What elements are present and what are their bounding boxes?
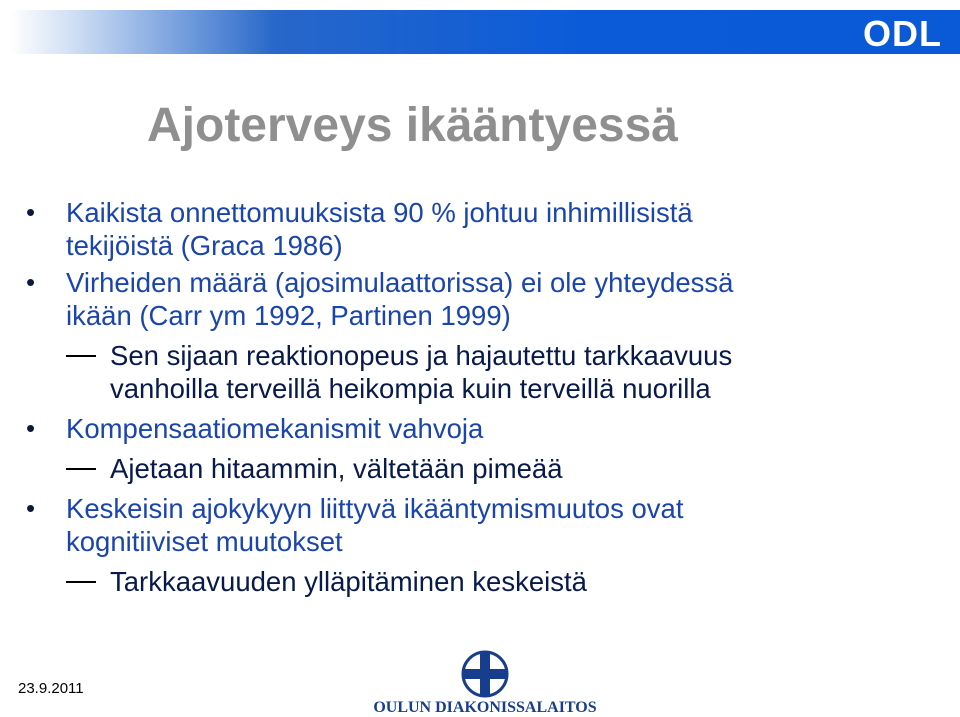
sub-bullet-1-line-2: vanhoilla terveillä heikompia kuin terveillä nuorilla <box>110 373 711 404</box>
cross-emblem-icon <box>463 652 507 696</box>
bullet-dot-icon: • <box>26 267 36 297</box>
bullet-1-line-1: • Kaikista onnettomuuksista 90 % johtuu inhimillisistä <box>26 197 693 228</box>
sub-bullet-1-line-1: Sen sijaan reaktionopeus ja hajautettu tarkkaavuus <box>110 339 732 372</box>
dash-marker-icon <box>66 468 96 470</box>
org-name: OULUN DIAKONISSALAITOS <box>373 699 597 716</box>
oulun-diakonissalaitos-logo <box>353 650 618 717</box>
bullet-dot-icon: • <box>26 197 36 227</box>
sub-bullet-3-line-1: Tarkkaavuuden ylläpitäminen keskeistä <box>110 565 587 598</box>
dash-marker-icon <box>66 581 96 583</box>
slide-date: 23.9.2011 <box>18 680 84 697</box>
bullet-3-line-1: • Kompensaatiomekanismit vahvoja <box>26 413 484 444</box>
header-band <box>10 10 960 54</box>
bullet-2-line-2: ikään (Carr ym 1992, Partinen 1999) <box>66 300 511 331</box>
bullet-4-line-2: kognitiiviset muutokset <box>66 526 343 557</box>
odl-logo: ODL <box>863 13 942 54</box>
bullet-1-line-2: tekijöistä (Graca 1986) <box>66 230 343 261</box>
dash-marker-icon <box>66 355 96 357</box>
bullet-4-line-1: • Keskeisin ajokykyyn liittyvä ikääntymismuutos ovat <box>26 493 684 524</box>
sub-bullet-2-line-1: Ajetaan hitaammin, vältetään pimeää <box>110 452 563 485</box>
bullet-dot-icon: • <box>26 413 36 443</box>
slide-title: Ajoterveys ikääntyessä <box>147 99 678 152</box>
bullet-dot-icon: • <box>26 493 36 523</box>
bullet-2-line-1: • Virheiden määrä (ajosimulaattorissa) ei ole yhteydessä <box>26 267 734 298</box>
